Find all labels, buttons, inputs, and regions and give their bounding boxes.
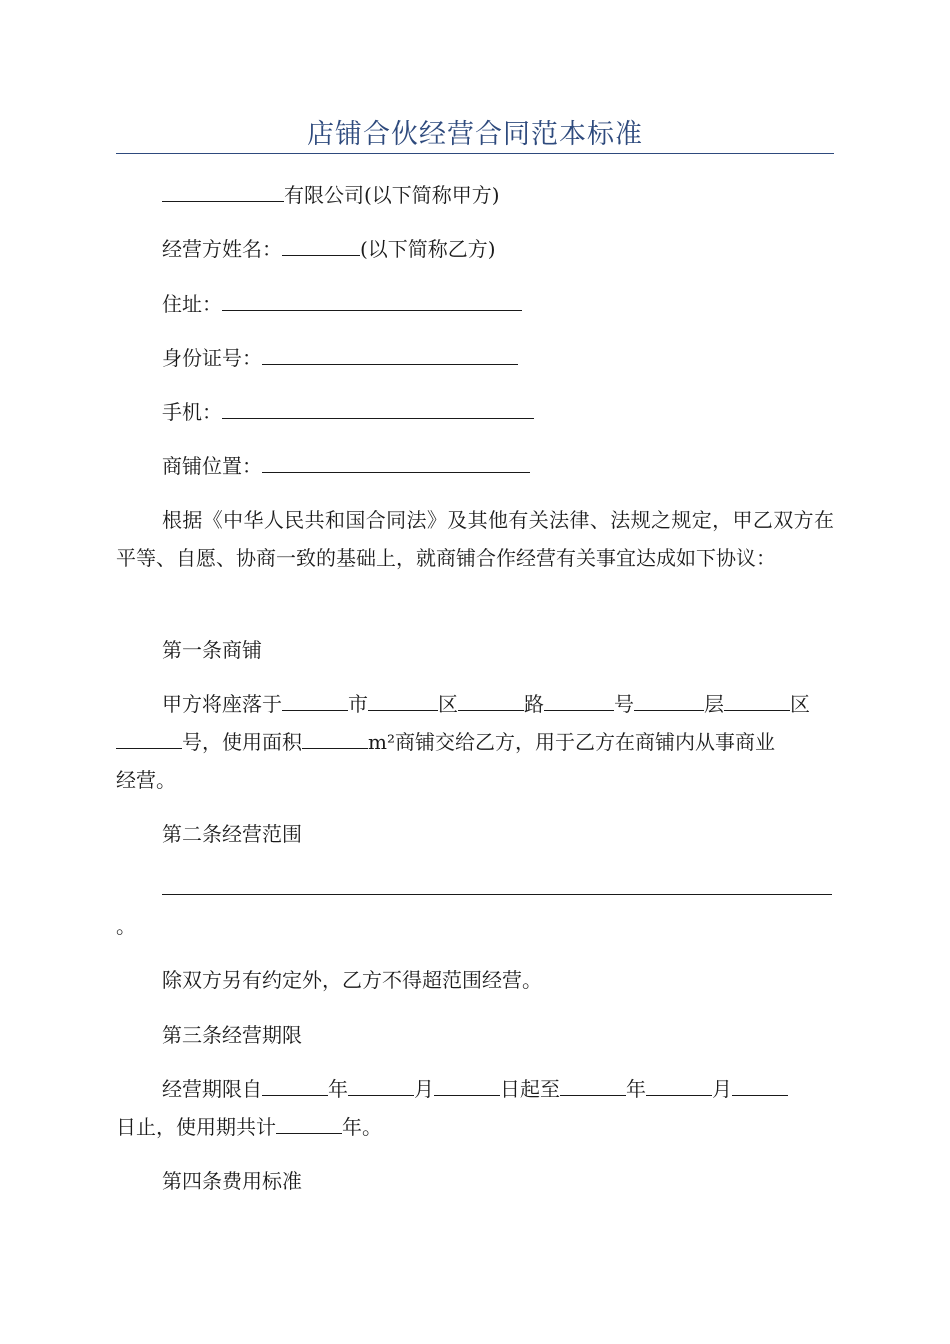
article2-note: 除双方另有约定外，乙方不得超范围经营。 <box>162 968 542 992</box>
blank-start-month[interactable] <box>348 1075 414 1096</box>
id-line <box>162 344 518 372</box>
blank-number[interactable] <box>544 690 614 711</box>
blank-shop-location[interactable] <box>262 452 530 473</box>
phone-label: 手机： <box>162 400 222 424</box>
article3-text: 日止，使用期共计 <box>116 1115 276 1139</box>
article1-text: 市 <box>348 692 368 716</box>
id-label: 身份证号： <box>162 346 262 370</box>
phone-line <box>162 398 534 426</box>
business-scope-line <box>162 874 832 902</box>
article3-text: 经营期限自 <box>162 1077 262 1101</box>
blank-end-month[interactable] <box>646 1075 712 1096</box>
document-title: 店铺合伙经营合同范本标准 <box>307 119 643 150</box>
blank-business-scope[interactable] <box>162 874 832 895</box>
article3-text: 年。 <box>342 1115 382 1139</box>
article1-line3: 经营。 <box>116 768 176 792</box>
article1-line2 <box>116 728 775 756</box>
article3-line1 <box>162 1075 788 1103</box>
address-label: 住址： <box>162 292 222 316</box>
article3-text: 日起至 <box>500 1077 560 1101</box>
blank-start-day[interactable] <box>434 1075 500 1096</box>
article1-text: 号，使用面积 <box>182 730 302 754</box>
article1-text: 区 <box>438 692 458 716</box>
blank-end-year[interactable] <box>560 1075 626 1096</box>
blank-address[interactable] <box>222 290 522 311</box>
party-b-suffix: (以下简称乙方) <box>360 237 496 261</box>
article2-heading: 第二条经营范围 <box>162 822 302 846</box>
article3-text: 月 <box>414 1077 434 1101</box>
blank-party-b-name[interactable] <box>282 235 360 256</box>
address-line <box>162 290 522 318</box>
article4-heading: 第四条费用标准 <box>162 1169 302 1193</box>
party-b-label: 经营方姓名： <box>162 237 282 261</box>
article1-text: 号 <box>614 692 634 716</box>
title-underline <box>116 153 834 154</box>
article1-line1 <box>162 690 810 718</box>
article3-text: 年 <box>626 1077 646 1101</box>
intro-paragraph: 根据《中华人民共和国合同法》及其他有关法律、法规之规定，甲乙双方在平等、自愿、协商一致的基础上，就商铺合作经营有关事宜达成如下协议： <box>116 508 834 570</box>
article1-text: m²商铺交给乙方，用于乙方在商铺内从事商业 <box>368 730 775 754</box>
article3-line2 <box>116 1113 382 1141</box>
business-scope-period: 。 <box>116 914 136 938</box>
article1-text: 层 <box>704 692 724 716</box>
shop-location-label: 商铺位置： <box>162 454 262 478</box>
blank-road[interactable] <box>458 690 524 711</box>
party-a-suffix: 有限公司(以下简称甲方) <box>284 183 500 207</box>
party-a-line <box>162 181 500 209</box>
blank-unit-number[interactable] <box>116 728 182 749</box>
party-b-line <box>162 235 496 263</box>
blank-total-years[interactable] <box>276 1113 342 1134</box>
blank-end-day[interactable] <box>732 1075 788 1096</box>
article3-heading: 第三条经营期限 <box>162 1023 302 1047</box>
blank-floor[interactable] <box>634 690 704 711</box>
article1-heading: 第一条商铺 <box>162 638 262 662</box>
article1-text: 甲方将座落于 <box>162 692 282 716</box>
blank-company-name[interactable] <box>162 181 284 202</box>
article1-text: 区 <box>790 692 810 716</box>
blank-district[interactable] <box>368 690 438 711</box>
blank-city[interactable] <box>282 690 348 711</box>
blank-area[interactable] <box>302 728 368 749</box>
article1-text: 路 <box>524 692 544 716</box>
blank-id-number[interactable] <box>262 344 518 365</box>
blank-start-year[interactable] <box>262 1075 328 1096</box>
shop-location-line <box>162 452 530 480</box>
article3-text: 月 <box>712 1077 732 1101</box>
article3-text: 年 <box>328 1077 348 1101</box>
blank-phone[interactable] <box>222 398 534 419</box>
blank-zone[interactable] <box>724 690 790 711</box>
